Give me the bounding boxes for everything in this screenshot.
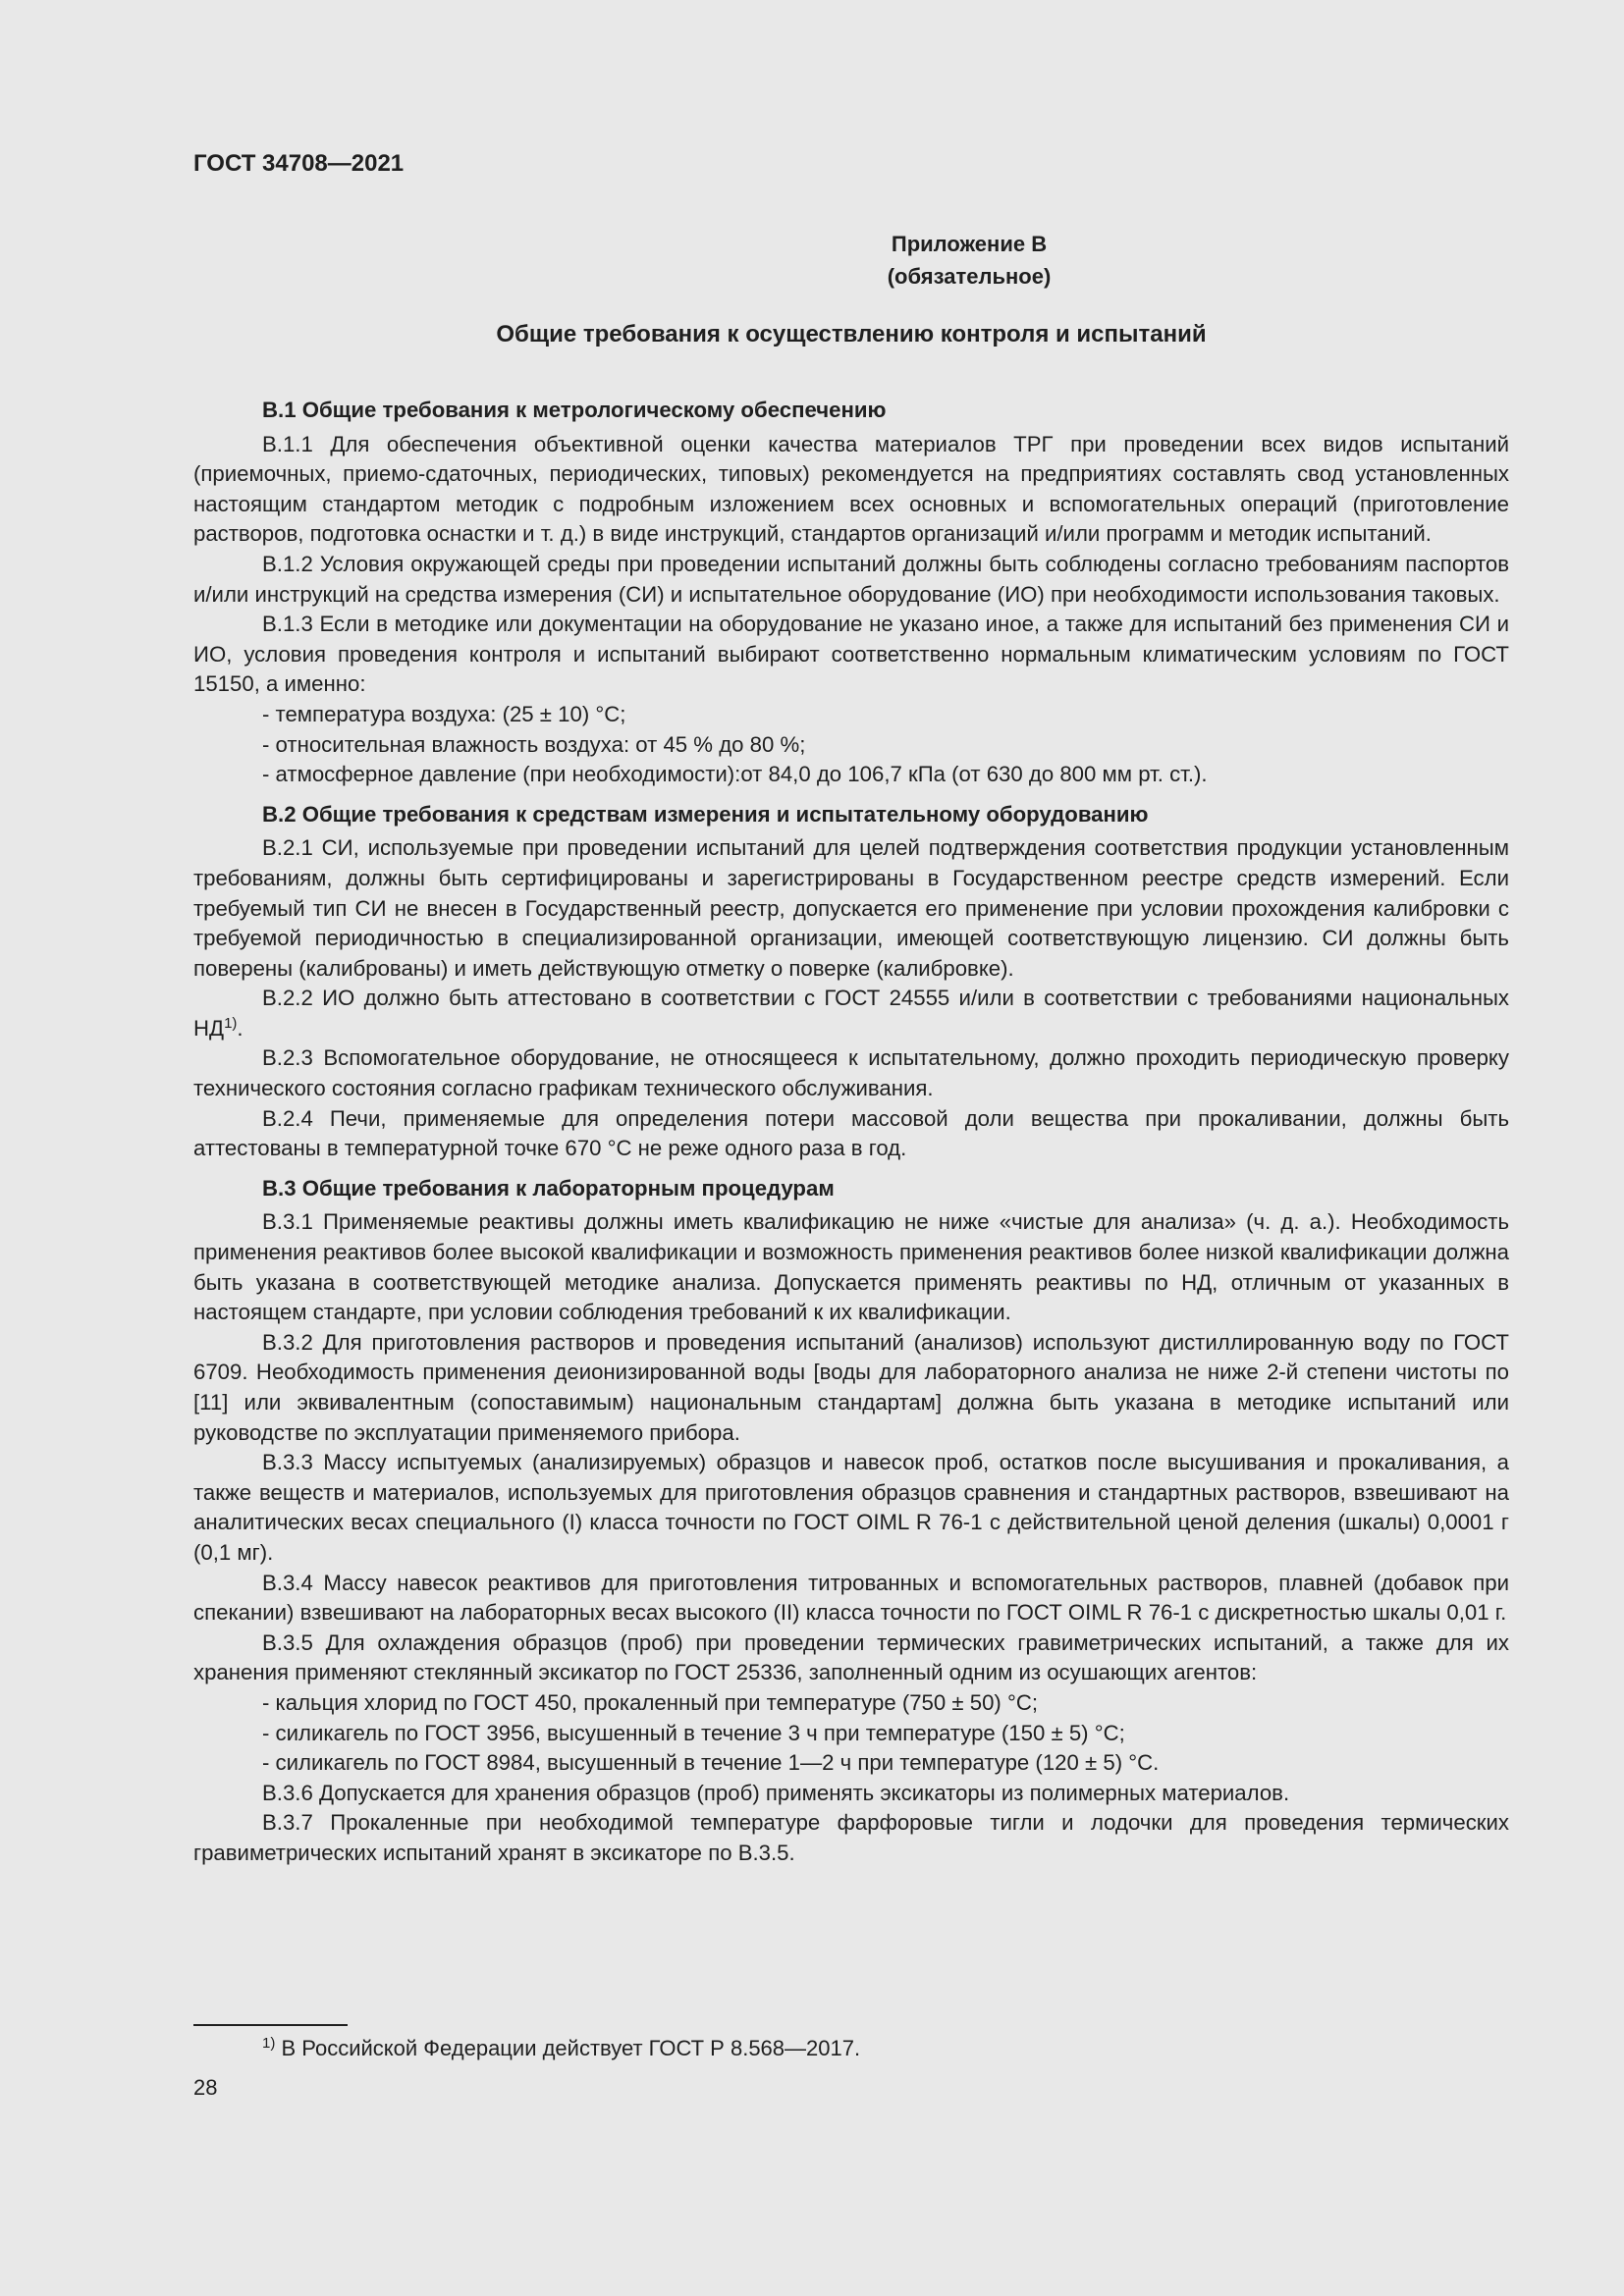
- list-item: - силикагель по ГОСТ 8984, высушенный в течение 1—2 ч при температуре (120 ± 5) °С.: [262, 1750, 1160, 1776]
- clause-b-3-3: В.3.3 Массу испытуемых (анализируемых) образцов и навесок проб, остатков после высушивания и прокаливания, а также веществ и материалов, используемых для приготовления образцов сравнения и стандартных растворов, взвешивают на аналитических весах специального (I) класса точности по ГОСТ OIML R 76-1 с действительной ценой деления (шкалы) 0,0001 г (0,1 мг).: [193, 1450, 1509, 1565]
- clause-b-3-2: В.3.2 Для приготовления растворов и проведения испытаний (анализов) используют дистиллированную воду по ГОСТ 6709. Необходимость применения деионизированной воды [воды для лабораторного анализа не ниже 2-й степени чистоты по [11] или эквивалентным (сопоставимым) национальным стандартам] должна быть указана в методике испытаний или руководстве по эксплуатации применяемого прибора.: [193, 1329, 1509, 1445]
- clause-b-1-1: В.1.1 Для обеспечения объективной оценки качества материалов ТРГ при проведении всех видов испытаний (приемочных, приемо-сдаточных, периодических, типовых) рекомендуется на предприятиях составлять свод установленных настоящим стандартом методик с подробным изложением всех основных и вспомогательных операций (приготовление растворов, подготовка оснастки и т. д.) в виде инструкций, стандартов организаций и/или программ и методик испытаний.: [193, 431, 1509, 547]
- appendix-label: Приложение В: [891, 232, 1048, 256]
- clause-b-3-4: В.3.4 Массу навесок реактивов для приготовления титрованных и вспомогательных растворов, плавней (добавок при спекании) взвешивают на лабораторных весах высокого (II) класса точности по ГОСТ OIML R 76-1 с дискретностью шкалы 0,01 г.: [193, 1570, 1509, 1626]
- clause-b-3-7: В.3.7 Прокаленные при необходимой температуре фарфоровые тигли и лодочки для проведения термических гравиметрических испытаний хранят в эксикаторе по В.3.5.: [193, 1810, 1509, 1865]
- clause-b-2-3: В.2.3 Вспомогательное оборудование, не относящееся к испытательному, должно проходить периодическую проверку технического состояния согласно графикам технического обслуживания.: [193, 1045, 1509, 1101]
- appendix-heading: [0, 228, 1624, 293]
- clause-b-2-2-text: В.2.2 ИО должно быть аттестовано в соответствии с ГОСТ 24555 и/или в соответствии с требованиями национальных НД: [193, 986, 1509, 1041]
- list-item: - кальция хлорид по ГОСТ 450, прокаленный при температуре (750 ± 50) °С;: [262, 1689, 1039, 1715]
- list-item: - относительная влажность воздуха: от 45 % до 80 %;: [262, 731, 806, 757]
- page-number: 28: [193, 2075, 218, 2100]
- section-heading-b1: В.1 Общие требования к метрологическому обеспечению: [262, 398, 887, 422]
- footnote-text: В Российской Федерации действует ГОСТ Р 8.568—2017.: [281, 2036, 861, 2060]
- clause-b-3-6: В.3.6 Допускается для хранения образцов (проб) применять эксикаторы из полимерных материалов.: [262, 1780, 1290, 1805]
- list-item: - температура воздуха: (25 ± 10) °С;: [262, 701, 626, 726]
- clause-b-3-5: В.3.5 Для охлаждения образцов (проб) при проведении термических гравиметрических испытаний, а также для их хранения применяют стеклянный эксикатор по ГОСТ 25336, заполненный одним из осушающих агентов:: [193, 1629, 1509, 1685]
- clause-b-1-3: В.1.3 Если в методике или документации на оборудование не указано иное, а также для испытаний без применения СИ и ИО, условия проведения контроля и испытаний выбирают соответственно нормальным климатическим условиям по ГОСТ 15150, а именно:: [193, 612, 1509, 697]
- section-heading-b2: В.2 Общие требования к средствам измерения и испытательному оборудованию: [262, 801, 1149, 827]
- clause-b-1-2: В.1.2 Условия окружающей среды при проведении испытаний должны быть соблюдены согласно требованиям паспортов и/или инструкций на средства измерения (СИ) и испытательное оборудование (ИО) при необходимости использования таковых.: [193, 551, 1509, 607]
- footnote-divider: [193, 2024, 348, 2026]
- appendix-status: (обязательное): [887, 264, 1052, 289]
- clause-b-2-2: В.2.2 ИО должно быть аттестовано в соответствии с ГОСТ 24555 и/или в соответствии с требованиями национальных НД$^{1)}$.: [193, 986, 1509, 1041]
- appendix-title-text: Общие требования к осуществлению контроля и испытаний: [496, 321, 1207, 347]
- list-item: - атмосферное давление (при необходимости):от 84,0 до 106,7 кПа (от 630 до 800 мм рт. ст.).: [262, 762, 1208, 787]
- section-heading-b3: В.3 Общие требования к лабораторным процедурам: [262, 1175, 835, 1201]
- clause-b-3-1: В.3.1 Применяемые реактивы должны иметь квалификацию не ниже «чистые для анализа» (ч. д. а.). Необходимость применения реактивов более высокой квалификации и возможность применения реактивов более низкой квалификации должна быть указана в соответствующей методике анализа. Допускается применять реактивы по НД, отличным от указанных в настоящем стандарте, при условии соблюдения требований к их квалификации.: [193, 1209, 1509, 1325]
- footnote: [262, 2034, 860, 2063]
- footnote-marker: 1): [262, 2035, 276, 2052]
- list-item: - силикагель по ГОСТ 3956, высушенный в течение 3 ч при температуре (150 ± 5) °С;: [262, 1720, 1125, 1745]
- clause-b-2-1: В.2.1 СИ, используемые при проведении испытаний для целей подтверждения соответствия продукции установленным требованиям, должны быть сертифицированы и зарегистрированы в Государственном реестре средств измерений. Если требуемый тип СИ не внесен в Государственный реестр, допускается его применение при условии прохождения калибровки с требуемой периодичностью в специализированной организации, имеющей соответствующую лицензию. СИ должны быть поверены (калиброваны) и иметь действующую отметку о поверке (калибровке).: [193, 835, 1509, 981]
- appendix-title: [0, 321, 1624, 348]
- footnote-reference[interactable]: 1): [224, 1014, 238, 1032]
- document-code: ГОСТ 34708—2021: [193, 150, 405, 177]
- clause-b-2-4: В.2.4 Печи, применяемые для определения потери массовой доли вещества при прокаливании, должны быть аттестованы в температурной точке 670 °С не реже одного раза в год.: [193, 1105, 1509, 1161]
- document-body: [193, 396, 1509, 1869]
